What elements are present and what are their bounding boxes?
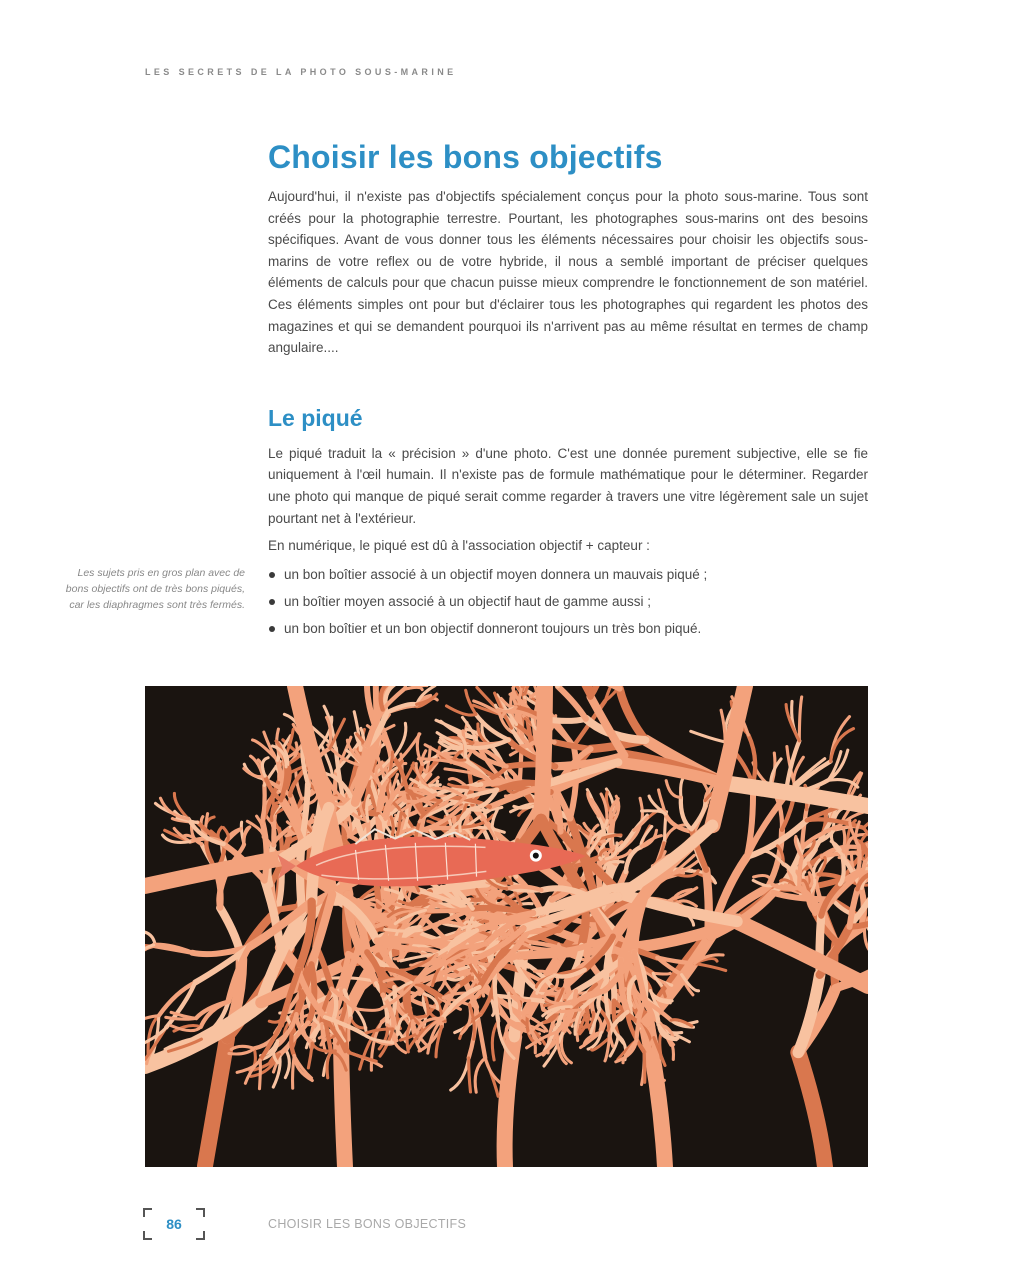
coral-branch xyxy=(260,1060,261,1089)
coral-fish-photo xyxy=(145,686,868,1167)
list-item xyxy=(268,615,868,642)
page-number-frame xyxy=(143,1208,205,1240)
section-paragraph: Aujourd'hui, il n'existe pas d'objectifs spécialement conçus pour la photo sous-marine. Tous sont créés pour la photographie terrestre. Pourtant, les photographes sous-marins ont des besoins spécifiques. Avant de vous donner tous les éléments nécessaires pour choisir les objectifs sous-marins de votre reflex ou de votre hybride, il nous a semblé important de préciser quelques éléments de calculs pour que chacun puisse mieux comprendre le fonctionnement de son matériel. Ces éléments simples ont pour but d'éclairer tous les photographes qui regardent les photos des magazines et qui se demandent pourquoi ils n'arrivent pas au même résultat en termes de champ angulaire.... xyxy=(268,189,868,356)
coral-branch xyxy=(293,1056,295,1089)
list-item xyxy=(268,588,868,615)
main-content xyxy=(268,138,868,642)
coral-branch xyxy=(541,686,545,820)
subsection-paragraph: Le piqué traduit la « précision » d'une photo. C'est une donnée purement subjective, elle se fie uniquement à l'œil humain. Il n'existe pas de formule mathématique pour le déterminer. Regarder une photo qui manque de piqué serait comme regarder à travers une vitre légèrement sale un sujet pourtant net à l'extérieur. xyxy=(268,445,868,526)
coral-branch xyxy=(385,929,422,931)
bullet-intro: En numérique, le piqué est dû à l'association objectif + capteur : xyxy=(268,538,650,554)
list-item xyxy=(268,561,868,588)
subsection-title: Le piqué xyxy=(268,404,363,431)
coral-branch xyxy=(644,1052,645,1082)
list-item-text: un bon boîtier associé à un objectif moyen donnera un mauvais piqué ; xyxy=(284,566,708,582)
bullet-icon xyxy=(269,599,275,605)
section-title: Choisir les bons objectifs xyxy=(268,139,663,175)
coral-branch xyxy=(263,785,265,822)
list-item-text: un bon boîtier et un bon objectif donneront toujours un très bon piqué. xyxy=(284,620,702,636)
coral-branch xyxy=(653,973,670,974)
footer-chapter-title: CHOISIR LES BONS OBJECTIFS xyxy=(268,1217,467,1231)
bullet-icon xyxy=(269,626,275,632)
bullet-list xyxy=(268,561,868,642)
photo-illustration xyxy=(145,686,868,1167)
coral-branch xyxy=(469,1058,471,1092)
list-item-text: un boîtier moyen associé à un objectif haut de gamme aussi ; xyxy=(284,593,651,609)
photo-caption: Les sujets pris en gros plan avec de bons objectifs ont de très bons piqués, car les diaphragmes sont très fermés. xyxy=(65,567,245,612)
page-number: 86 xyxy=(166,1216,182,1232)
bullet-icon xyxy=(269,572,275,578)
coral-branch xyxy=(426,909,473,912)
running-head: LES SECRETS DE LA PHOTO SOUS-MARINE xyxy=(145,67,457,77)
